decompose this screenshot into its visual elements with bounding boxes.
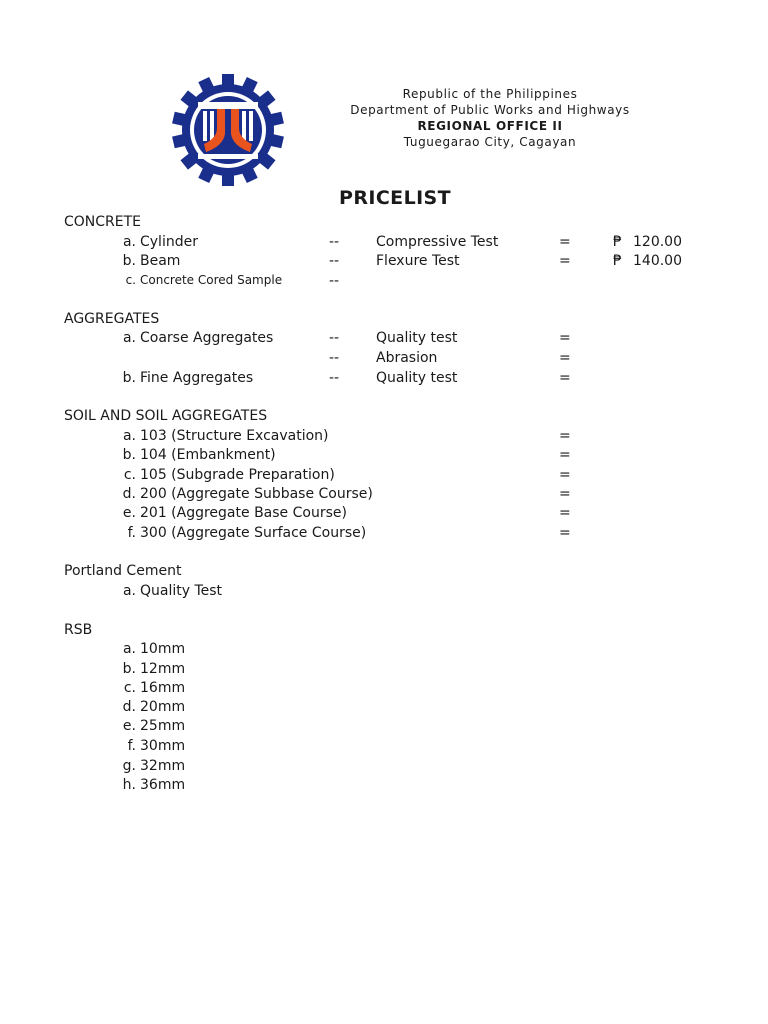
item-name: Coarse Aggregates (140, 330, 274, 346)
item-name: 16mm (140, 680, 186, 696)
item-marker: h. (122, 777, 136, 793)
item-name: Beam (140, 253, 181, 269)
item-marker: d. (122, 699, 136, 715)
item-equals: = (559, 330, 571, 346)
cog-tooth (222, 172, 234, 186)
item-equals: = (559, 467, 571, 483)
item-name: 200 (Aggregate Subbase Course) (140, 486, 373, 502)
item-equals: = (559, 447, 571, 463)
item-marker: b. (122, 447, 136, 463)
item-marker: d. (122, 486, 136, 502)
list-item (0, 486, 768, 506)
item-name: 30mm (140, 738, 186, 754)
item-name: Quality Test (140, 583, 223, 599)
header-republic: Republic of the Philippines (402, 87, 578, 101)
list-item (0, 718, 768, 738)
item-marker: a. (122, 234, 136, 250)
section-cement: Portland Cement (64, 563, 182, 579)
item-marker: c. (123, 680, 136, 696)
item-name: 104 (Embankment) (140, 447, 276, 463)
section-concrete: CONCRETE (64, 214, 142, 230)
list-item (0, 273, 768, 293)
item-marker: c. (123, 467, 136, 483)
item-equals: = (559, 525, 571, 541)
item-marker: e. (122, 718, 136, 734)
item-equals: = (559, 253, 571, 269)
list-item (0, 505, 768, 525)
list-item (0, 370, 768, 390)
item-price: 140.00 (633, 253, 682, 269)
item-equals: = (559, 350, 571, 366)
item-name: 300 (Aggregate Surface Course) (140, 525, 367, 541)
list-item (0, 428, 768, 448)
item-name: 20mm (140, 699, 186, 715)
list-item (0, 641, 768, 661)
item-test: Compressive Test (376, 234, 499, 250)
page-title: PRICELIST (339, 187, 451, 209)
list-item (0, 330, 768, 350)
item-name: Concrete Cored Sample (140, 273, 283, 287)
section-soil: SOIL AND SOIL AGGREGATES (64, 408, 268, 424)
item-separator: -- (329, 350, 340, 366)
item-marker: a. (122, 583, 136, 599)
section-aggregates: AGGREGATES (64, 311, 160, 327)
list-item (0, 699, 768, 719)
list-item (0, 350, 768, 370)
item-price: 120.00 (633, 234, 682, 250)
item-test: Flexure Test (376, 253, 460, 269)
list-item (0, 583, 768, 603)
item-equals: = (559, 505, 571, 521)
item-test: Quality test (376, 370, 458, 386)
item-name: 201 (Aggregate Base Course) (140, 505, 347, 521)
item-separator: -- (329, 370, 340, 386)
list-item (0, 680, 768, 700)
list-item (0, 738, 768, 758)
item-marker: b. (122, 253, 136, 269)
item-marker: c. (125, 273, 136, 287)
item-test: Quality test (376, 330, 458, 346)
item-name: Fine Aggregates (140, 370, 254, 386)
item-separator: -- (329, 273, 340, 289)
item-marker: a. (122, 330, 136, 346)
item-equals: = (559, 428, 571, 444)
item-name: 10mm (140, 641, 186, 657)
list-item (0, 447, 768, 467)
list-item (0, 777, 768, 797)
item-name: 32mm (140, 758, 186, 774)
item-marker: a. (122, 641, 136, 657)
list-item (0, 234, 768, 254)
item-name: 105 (Subgrade Preparation) (140, 467, 335, 483)
header-department: Department of Public Works and Highways (350, 103, 630, 117)
item-test: Abrasion (376, 350, 438, 366)
item-currency: ₱ (613, 234, 622, 250)
item-marker: f. (127, 525, 136, 541)
cog-tooth (222, 74, 234, 88)
list-item (0, 758, 768, 778)
item-separator: -- (329, 234, 340, 250)
item-name: 12mm (140, 661, 186, 677)
list-item (0, 661, 768, 681)
list-item (0, 253, 768, 273)
item-marker: f. (127, 738, 136, 754)
header-regional-office: REGIONAL OFFICE II (417, 119, 563, 133)
item-name: 103 (Structure Excavation) (140, 428, 329, 444)
item-marker: e. (122, 505, 136, 521)
header-city: Tuguegarao City, Cagayan (403, 135, 577, 149)
item-separator: -- (329, 253, 340, 269)
section-rsb: RSB (64, 622, 93, 638)
item-name: 25mm (140, 718, 186, 734)
item-marker: b. (122, 661, 136, 677)
item-marker: a. (122, 428, 136, 444)
dpwh-logo (170, 72, 286, 188)
item-equals: = (559, 370, 571, 386)
item-equals: = (559, 234, 571, 250)
item-equals: = (559, 486, 571, 502)
item-currency: ₱ (613, 253, 622, 269)
item-name: 36mm (140, 777, 186, 793)
list-item (0, 467, 768, 487)
list-item (0, 525, 768, 545)
item-separator: -- (329, 330, 340, 346)
item-marker: g. (122, 758, 136, 774)
item-marker: b. (122, 370, 136, 386)
item-name: Cylinder (140, 234, 198, 250)
